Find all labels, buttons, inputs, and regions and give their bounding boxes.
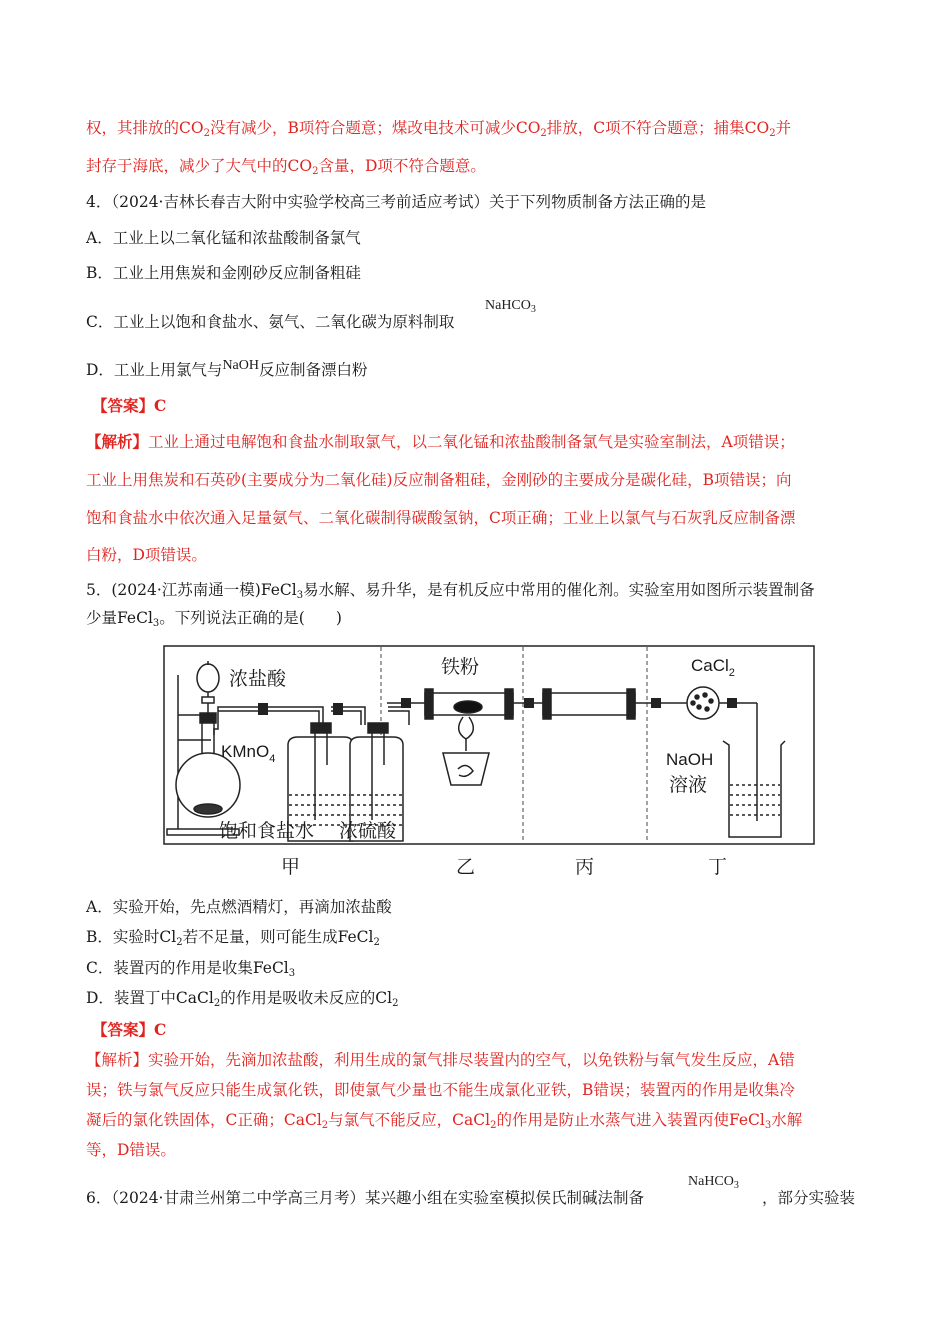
dropping-funnel	[197, 661, 219, 723]
label-hcl: 浓盐酸	[229, 668, 287, 690]
apparatus-diagram	[163, 645, 815, 880]
label-brine: 饱和食盐水	[219, 820, 315, 842]
q4-option-d: D．工业上用氯气与NaOH反应制备漂白粉	[86, 358, 368, 379]
q4-option-c-formula: NaHCO$_3$	[485, 298, 536, 315]
q5-option-d: D．装置丁中CaCl$_2$的作用是吸收未反应的$Cl_2$	[86, 989, 399, 1009]
section-label-jia: 甲	[281, 856, 301, 878]
beaker	[723, 741, 785, 837]
section-label-bing: 丙	[575, 856, 595, 878]
label-kmno4: KMnO$_4$	[221, 742, 276, 765]
q3-analysis-line-2: 封存于海底，减少了大气中的$CO_2$含量，D项不符合题意。	[86, 157, 486, 177]
label-cacl2: CaCl$_2$	[691, 656, 735, 679]
q5-analysis-line-1: 【解析】实验开始，先滴加浓盐酸，利用生成的氯气排尽装置内的空气，以免铁粉与氧气发生反应，A错	[86, 1051, 795, 1069]
q6-stem-end: ，部分实验装	[762, 1189, 856, 1207]
label-conc-h2so4: 浓硫酸	[339, 820, 397, 842]
q5-analysis-line-4: 等，D错误。	[86, 1141, 176, 1159]
q3-analysis-line-1: 权，其排放的$CO_2$没有减少，B项符合题意；煤改电技术可减少$CO_2$排放，C项不符合题意；捕集$CO_2$并	[86, 119, 792, 139]
collection-tube	[543, 689, 635, 719]
q4-analysis-line-4: 白粉，D项错误。	[86, 546, 207, 564]
q6-stem: 6．（2024·甘肃兰州第二中学高三月考）某兴趣小组在实验室模拟侯氏制碱法制备	[86, 1189, 644, 1207]
round-bottom-flask	[176, 723, 240, 817]
q4-option-b: B．工业上用焦炭和金刚砂反应制备粗硅	[86, 264, 361, 282]
q4-option-a: A．工业上以二氧化锰和浓盐酸制备氯气	[86, 229, 361, 247]
q5-answer: 【答案】C	[92, 1020, 167, 1039]
label-iron-powder: 铁粉	[441, 656, 480, 678]
q4-analysis-line-3: 饱和食盐水中依次通入足量氨气、二氧化碳制得碳酸氢钠，C项正确；工业上以氯气与石灰乳反应制备漂	[86, 509, 796, 527]
q5-option-c: C．装置丙的作用是收集FeCl$_3$	[86, 959, 296, 979]
section-label-yi: 乙	[456, 856, 476, 878]
q4-option-c: C．工业上以饱和食盐水、氨气、二氧化碳为原料制取	[86, 313, 455, 331]
q4-analysis-line-2: 工业上用焦炭和石英砂(主要成分为二氧化硅)反应制备粗硅，金刚砂的主要成分是碳化硅，B项错误；向	[86, 471, 792, 489]
q5-analysis-line-3: 凝后的氯化铁固体，C正确；CaCl$_2$与氯气不能反应，CaCl$_2$的作用是防止水蒸气进入装置丙使FeCl$_3$水解	[86, 1111, 803, 1131]
q4-answer: 【答案】C	[92, 396, 167, 415]
label-solution: 溶液	[669, 774, 708, 796]
section-label-ding: 丁	[708, 856, 728, 878]
q4-stem: 4．（2024·吉林长春吉大附中实验学校高三考前适应考试）关于下列物质制备方法正确的是	[86, 193, 706, 211]
q5-option-a: A．实验开始，先点燃酒精灯，再滴加浓盐酸	[86, 898, 392, 916]
reaction-tube-iron	[425, 689, 513, 719]
q6-formula: NaHCO$_3$	[688, 1174, 739, 1191]
q4-analysis-line-1: 【解析】工业上通过电解饱和食盐水制取氯气，以二氧化锰和浓盐酸制备氯气是实验室制法，A项错误；	[86, 432, 795, 451]
q5-stem-line-2: 少量FeCl$_3$。下列说法正确的是( )	[86, 609, 342, 629]
alcohol-lamp	[443, 717, 489, 785]
q5-option-b: B．实验时$Cl_2$若不足量，则可能生成FeCl$_2$	[86, 928, 380, 948]
drying-tube	[687, 687, 719, 719]
q5-analysis-line-2: 误；铁与氯气反应只能生成氯化铁，即使氯气少量也不能生成氯化亚铁，B错误；装置丙的作用是收集冷	[86, 1081, 795, 1099]
q5-stem-line-1: 5．(2024·江苏南通一模)FeCl$_3$易水解、易升华，是有机反应中常用的催化剂。实验室用如图所示装置制备	[86, 581, 815, 601]
label-naoh: NaOH	[666, 750, 714, 769]
